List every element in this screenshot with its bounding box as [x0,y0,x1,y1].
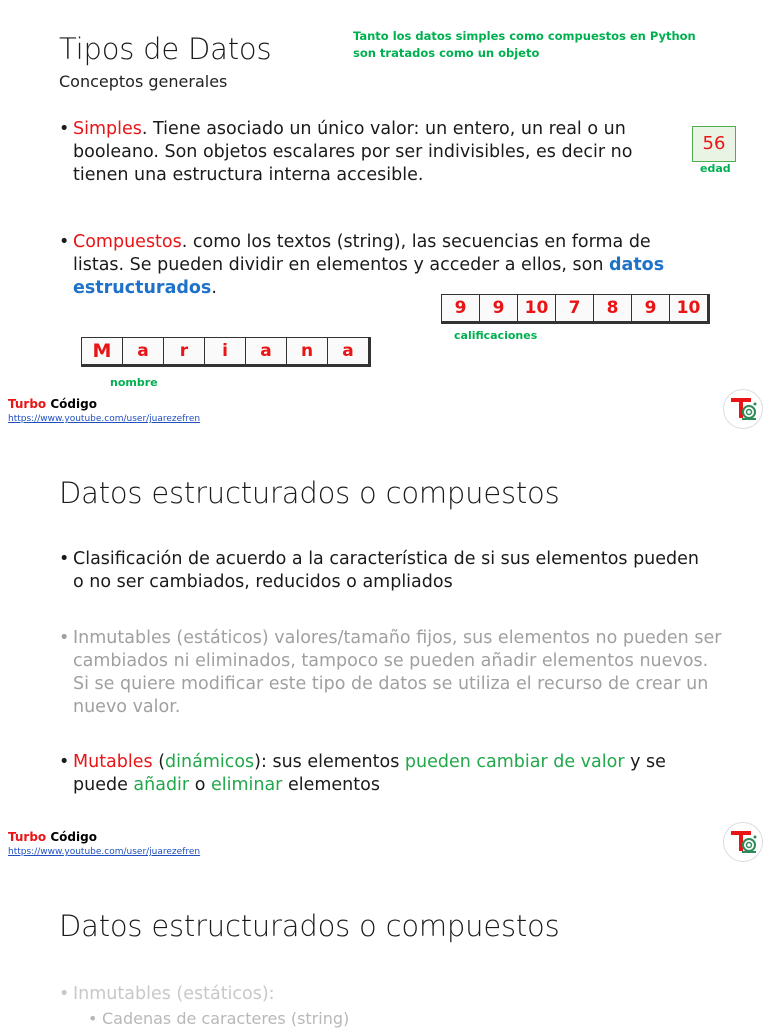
mutables-bullet [59,751,713,797]
calificacion-cell: 10 [518,295,556,321]
calificacion-cell: 9 [442,295,480,321]
simples-bullet [59,118,683,187]
compuestos-end: . [211,278,217,298]
eliminar-emph: eliminar [210,775,283,795]
slide3-title: Datos estructurados o compuestos [59,909,560,943]
nombre-array [81,337,371,367]
simples-term: Simples [73,119,142,139]
brand-turbo: Turbo [8,397,47,411]
turbo-codigo-logo [723,822,763,862]
anadir-emph: añadir [133,775,190,795]
calificacion-cell: 9 [632,295,670,321]
bullet-marker: • [59,119,70,139]
simples-text: . Tiene asociado un único valor: un entero, un real o un booleano. Son objetos escalares por ser indivisibles, es decir no tienen una estructura interna accesible. [73,119,633,185]
nombre-cell: i [205,338,246,364]
mutables-text-2: y se puede [73,752,666,795]
python-object-note: Tanto los datos simples como compuestos en Python son tratados como un objeto [353,29,696,60]
slide3-inmutables-bullet [59,983,713,1006]
slide3-sub-bullet [88,1008,702,1030]
bullet-marker: • [59,628,70,648]
datos-estructurados-emph: datos estructurados [73,255,665,298]
calificacion-cell: 7 [556,295,594,321]
inmutables-text: Inmutables (estáticos) valores/tamaño fijos, sus elementos no pueden ser cambiados ni eliminados, tampoco se pueden añadir elementos nuevos. Si se quiere modificar este tipo de datos se utiliza el recurso de crear un nuevo valor. [73,628,722,717]
mutables-text-3: o [189,775,211,795]
brand-turbo-codigo [8,830,97,844]
mutables-text-4: elementos [282,775,380,795]
mutables-term: Mutables [73,752,153,772]
bullet-marker: • [59,549,70,569]
turbo-logo-icon [724,823,762,861]
nombre-cell: a [328,338,368,364]
clasificacion-bullet [59,548,703,594]
youtube-link[interactable]: https://www.youtube.com/user/juarezefren [8,847,201,857]
calificaciones-array [441,294,710,324]
youtube-link[interactable]: https://www.youtube.com/user/juarezefren [8,414,201,424]
calificacion-cell: 10 [670,295,707,321]
brand-turbo: Turbo [8,830,47,844]
sub-bullet-marker: • [88,1009,98,1028]
cambiar-valor-emph: pueden cambiar de valor [404,752,625,772]
inmutables-bullet [59,627,723,719]
nombre-cell: r [164,338,205,364]
compuestos-bullet [59,231,683,300]
dinamicos-term: dinámicos [165,752,255,772]
nombre-cell: a [123,338,164,364]
nombre-cell: n [287,338,328,364]
slide3-sub-text: Cadenas de caracteres (string) [102,1009,350,1028]
nombre-cell: a [246,338,287,364]
calificacion-cell: 9 [480,295,518,321]
brand-codigo: Código [46,830,97,844]
mutables-paren-open: ( [152,752,166,772]
nombre-label: nombre [110,376,158,389]
edad-box: 56 [692,126,736,162]
bullet-marker: • [59,984,70,1004]
turbo-codigo-logo [723,389,763,429]
bullet-marker: • [59,752,70,772]
edad-label: edad [700,162,731,175]
calificacion-cell: 8 [594,295,632,321]
slide1-subtitle: Conceptos generales [59,72,228,91]
mutables-text-1: ): sus elementos [254,752,405,772]
nombre-cell: M [82,338,123,364]
bullet-marker: • [59,232,70,252]
brand-codigo: Código [46,397,97,411]
slide2-title: Datos estructurados o compuestos [59,476,560,510]
calificaciones-label: calificaciones [454,329,538,342]
clasificacion-text: Clasificación de acuerdo a la característica de si sus elementos pueden o no ser cambiados, reducidos o ampliados [73,549,700,592]
turbo-logo-icon [724,390,762,428]
compuestos-text: . como los textos (string), las secuencias en forma de listas. Se pueden dividir en elementos y acceder a ellos, son [73,232,651,275]
slide3-inmutables-text: Inmutables (estáticos): [73,984,275,1004]
slide1-title: Tipos de Datos [59,32,272,66]
brand-turbo-codigo [8,397,97,411]
compuestos-term: Compuestos [73,232,182,252]
